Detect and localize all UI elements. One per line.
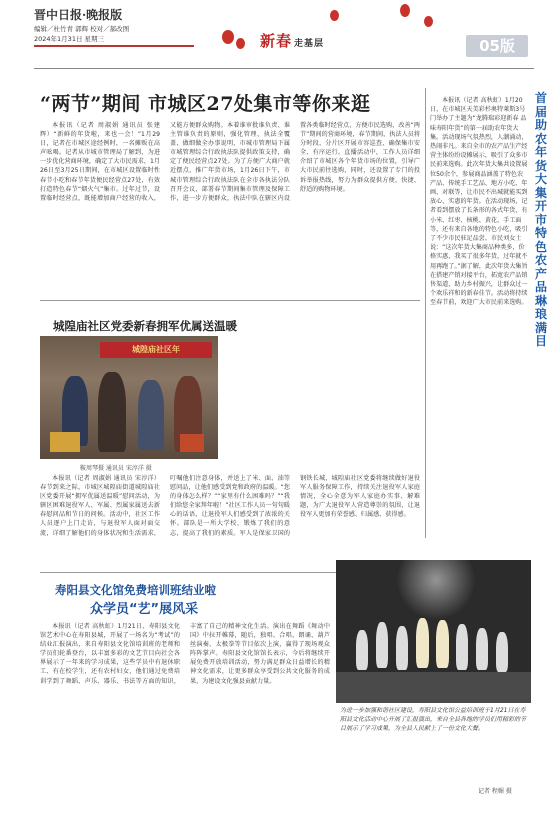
performer-figure <box>456 624 468 670</box>
article3-headline-line1: 寿阳县文化馆免费培训班结业啦 <box>55 583 216 597</box>
performer-figure <box>476 628 488 670</box>
article3-photo-credit: 记者 程媚 摄 <box>478 788 512 795</box>
festival-main: 新春 <box>260 32 293 50</box>
gift-box <box>180 434 204 452</box>
lantern-icon <box>236 38 245 49</box>
masthead <box>0 0 560 68</box>
article2-photo <box>40 336 218 459</box>
lantern-icon <box>400 4 410 17</box>
article3-stage-photo <box>336 560 531 703</box>
person-figure <box>98 372 126 452</box>
lantern-icon <box>330 10 339 21</box>
performer-figure <box>376 622 388 668</box>
article1-headline: “两节”期间 市城区27处集市等你来逛 <box>40 93 371 115</box>
performer-figure <box>356 630 368 670</box>
staff-credits: 编辑／杜竹青 郭辉 校对／郝改图 <box>34 25 130 33</box>
article3-headline-line2: 众学员“艺”展风采 <box>90 602 199 617</box>
gift-box <box>50 432 80 452</box>
article3-photo-caption: 为进一步加强和谐社区建设，寿阳县文化馆公益培训班于1月21日在寿阳县文化活动中心开展了汇报演出，来自全县各地的学员们用精彩的节目展示了学习成果，为全县人民献上了一份文化大餐。 <box>340 707 527 732</box>
performer-figure <box>396 626 408 670</box>
person-figure <box>138 380 164 450</box>
sidebar-body: 本报讯（记者 高秋虹）1月20日，在市城区天美彩杉奥特莱斯3号门举办了主题为“龙腾瑞彩迎新春 品味寿阳年货”的第一届助农年货大集。活动现场气氛热烈，人潮涌动，热闹非凡。来自全市的农产品生产经营主体纷纷设摊展示，吸引了众多市民前来选购。此次年货大集共设置展位50余个，参展商品涵盖了特色农产品、传统手工艺品、地方小吃、年画、对联等，让市民不出城就能买到放心、实惠的年货。在活动现场，记者看到摆放了长条形的各式年货，有小米、红枣、核桃、黄花、手工面等，还有来自各地的特色小吃，吸引了不少市民驻足品尝。市民刘女士说：“这次年货大集商品种类多，价格实惠，我买了很多年货，过年就不用再跑了。”据了解，此次年货大集旨在搭建产销对接平台，拓宽农产品销售渠道，助力乡村振兴，让群众过一个欢乐祥和的新春佳节。活动将持续至春节前，欢迎广大市民前来选购。 <box>430 97 528 307</box>
column-divider <box>425 88 426 538</box>
stage-floor <box>336 672 531 703</box>
issue-date: 2024年1月31日 星期三 <box>34 35 105 43</box>
newspaper-logo: 晋中日报·晚报版 <box>34 8 123 22</box>
article2-headline: 城隍庙社区党委新春拥军优属送温暖 <box>53 319 237 333</box>
festival-title <box>260 30 324 51</box>
article1-body: 本报讯（记者 周淑娟 通讯员 张建辉）“新鲜的年货啦，来也一会！”1月29日，记者在市城区途经例时，一名摊贩在高声吆喝。记者从市城市管理局了解到，为进一步优化营商环境，确定了大市民需求，1月26日至3月25日期间，在市城区设置临时性春节小吃和春节年货便民经营点27处，有效打造特色春节“烟火气”集市。过年过节，设置临时经营点，既能增加商户经营的收入，又能方便群众购物。本着谁审批谁负责、谁主管谁负责的原则，强化管理，执法全覆盖，做细做全办事说明，市城市管理局下属市城管理综合行政执法队提供政策支持，确定了便民经营点27处。为了方便广大商户就近摆点，推广年货市场，1月26日下午，市城市管理综合行政执法队在全市各执法分队召开会议，部署春节期间集市管理及保障工作，进一步方便群众，执法中队在辖区内设置各类临时经营点，方便市民选购，改善“两节”期间的营商环境，春节期间，执法人员将分时段、分片区开展市容巡查，确保集市安全、有序运行。直播活动中，工作人员详细介绍了市城区各个年货市场的位置，引导广大市民前往选购，同时，还设置了专门的投诉举报热线，努力为群众提供方便、快捷、舒适的购物环境。 <box>40 122 420 202</box>
article3-body: 本报讯（记者 高秋虹）1月21日，寿阳县文化馆艺术中心在寿阳县城，开展了一场名为“考试”的结业汇报演出，来自寿阳县文化馆培训班的老师和学员们轮番登台，以丰富多彩的文艺节目向社会各界展示了一年来的学习成果，这些学员中有退休职工、有在校学生，还有农村妇女，他们通过免费培训学到了舞蹈、声乐、器乐、书法等方面的知识，丰富了自己的精神文化生活。演出在舞蹈《舞动中国》中拉开帷幕，随后，独唱、合唱、朗诵、葫芦丝演奏、太极拳等节目依次上演，赢得了现场观众阵阵掌声。寿阳县文化馆馆长表示，今后将继续开展免费开放培训活动，努力满足群众日益增长的精神文化需求，让更多群众享受到公共文化服务的成果，为建设文化强县贡献力量。 <box>40 623 330 685</box>
masthead-divider <box>34 45 194 47</box>
performer-figure <box>496 632 508 672</box>
sidebar-headline: 首届助农年货大集开市 特色农产品琳琅满目 <box>535 91 548 348</box>
masthead-rule <box>34 68 534 69</box>
section-divider <box>40 300 420 301</box>
lantern-icon <box>222 30 234 44</box>
edition-badge: 05版 <box>466 35 528 57</box>
performer-figure <box>416 618 429 668</box>
performer-figure <box>436 620 449 668</box>
stage-light <box>396 560 476 620</box>
article2-photo-credit: 鞍周琴摄 通讯员 宋淳洋 摄 <box>80 465 152 472</box>
photo-banner: 城隍庙社区年 <box>100 342 212 358</box>
lantern-icon <box>424 16 433 27</box>
festival-sub: 走基层 <box>294 39 325 49</box>
article2-body: 本报讯（记者 周淑娟 通讯员 宋淳洋）春节到来之际，市城区城隍庙街道城隍庙社区党委开展“拥军优属送温暖”慰问活动，为辖区困难退役军人、军属、烈属家属送去新春慰问品和节日的问候。活动中，社区工作人员逐户上门走访，与退役军人面对面交流，详细了解他们的身体状况和生活需求，叮嘱他们注意身体，并送上了米、面、油等慰问品，让他们感受到党和政府的温暖。“您的身体怎么样？”“家里有什么困难吗？”“我们给您全家拜年啦！”社区工作人员一句句暖心的话语，让退役军人们感受到了浓浓的关怀。部队是一所大学校，锻炼了我们的意志，提高了我们的素质。军人是保家卫国的钢铁长城，城隍庙社区党委将继续做好退役军人服务保障工作，持续关注退役军人家庭情况，全心全意为军人家庭办实事、解难题，为广大退役军人营造尊崇的氛围，让退役军人更加有荣誉感、归属感、获得感。 <box>40 475 420 537</box>
